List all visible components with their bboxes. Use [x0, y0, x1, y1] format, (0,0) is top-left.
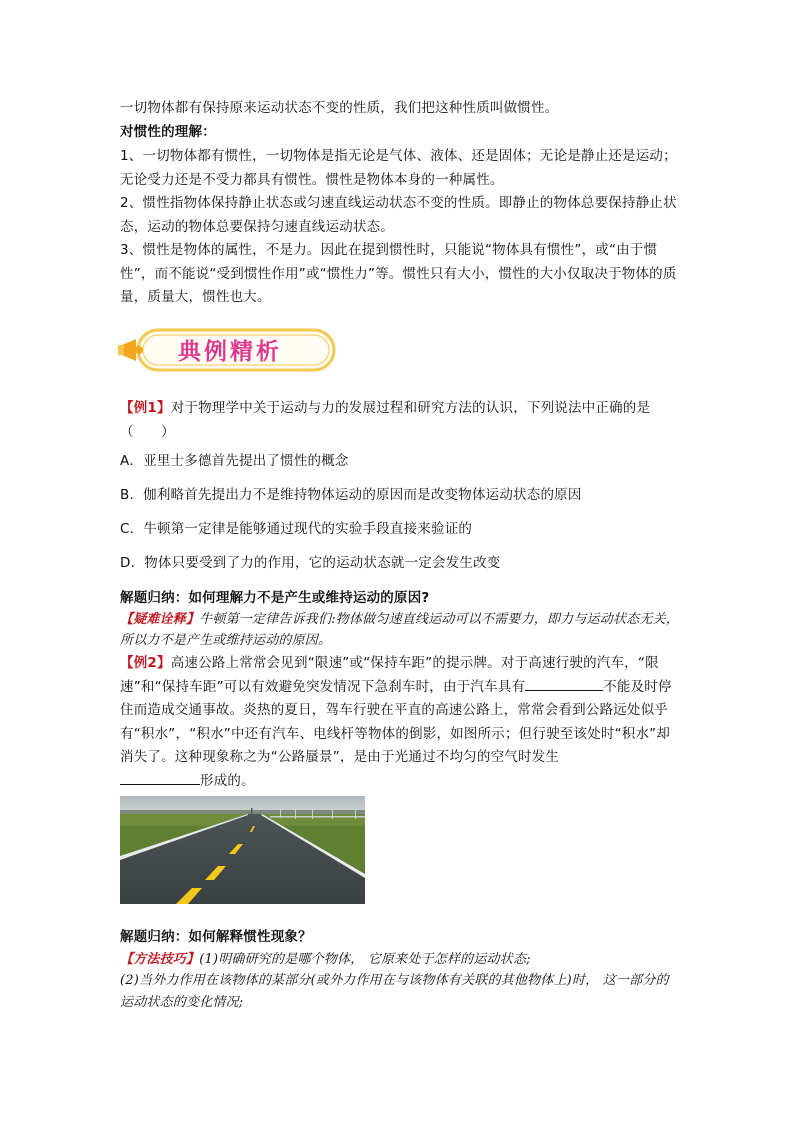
inertia-definition: 一切物体都有保持原来运动状态不变的性质，我们把这种性质叫做惯性。 — [120, 100, 559, 116]
understanding-title: 对惯性的理解： — [120, 124, 216, 140]
option-b: B．伽利略首先提出力不是维持物体运动的原因而是改变物体运动状态的原因 — [120, 487, 582, 503]
example-1-question — [120, 397, 680, 444]
option-d: D．物体只要受到了力的作用，它的运动状态就一定会发生改变 — [120, 555, 501, 571]
summary-1-body — [120, 609, 680, 651]
summary-1-text: 牛顿第一定律告诉我们:物体做匀速直线运动可以不需要力，即力与运动状态无关，所以力不是产生或维持运动的原因。 — [120, 612, 679, 648]
summary-1-tag: 【疑难诠释】 — [120, 612, 200, 627]
summary-2-item-2: (2)当外力作用在该物体的某部分(或外力作用在与该物体有关联的其他物体上)时， 这一部分的运动状态的变化情况; — [120, 973, 669, 1010]
summary-1-title: 解题归纳：如何理解力不是产生或维持运动的原因? — [120, 590, 430, 606]
summary-2-item-1-text: (1)明确研究的是哪个物体， 它原来处于怎样的运动状态; — [199, 952, 531, 967]
example-2-text-a: 高速公路上常常会见到“限速”或“保持车距”的提示牌。对于高速行驶的汽车，“限速”和“保持车距”可以有效避免突发情况下急刹车时，由于汽车具有 — [120, 655, 659, 695]
option-c: C．牛顿第一定律是能够通过现代的实验手段直接来验证的 — [120, 521, 473, 537]
answer-blank-1[interactable] — [525, 676, 603, 691]
summary-2-tag: 【方法技巧】 — [120, 952, 200, 967]
example-2-text-b: 不能及时停住而造成交通事故。炎热的夏日，驾车行驶在平直的高速公路上，常常会看到公路远处似乎有“积水”，“积水”中还有汽车、电线杆等物体的倒影，如图所示；但行驶至该处时“积水”却消失了。这种现象称之为“公路蜃景”，是由于光通过不均匀的空气时发生 — [120, 678, 672, 765]
example-2-tag: 【例2】 — [120, 655, 171, 671]
point-3: 3、惯性是物体的属性，不是力。因此在提到惯性时，只能说“物体具有惯性”，或“由于惯性”，而不能说“受到惯性作用”或“惯性力”等。惯性只有大小，惯性的大小仅取决于物体的质量，质量大，惯性也大。 — [120, 242, 677, 305]
example-2 — [120, 652, 680, 793]
point-2: 2、惯性指物体保持静止状态或匀速直线运动状态不变的性质。即静止的物体总要保持静止状态，运动的物体总要保持匀速直线运动状态。 — [120, 195, 677, 235]
example-1-tag: 【例1】 — [120, 400, 171, 416]
banner-title: 典例精析 — [178, 338, 282, 365]
option-a: A．亚里士多德首先提出了惯性的概念 — [120, 453, 349, 469]
section-banner — [116, 326, 338, 374]
summary-2-title: 解题归纳：如何解释惯性现象？ — [120, 929, 312, 945]
example-2-text-c: 形成的。 — [200, 772, 255, 789]
highway-photo — [120, 796, 365, 904]
example-1-text: 对于物理学中关于运动与力的发展过程和研究方法的认识，下列说法中正确的是（ ） — [120, 400, 651, 440]
point-1: 1、一切物体都有惯性，一切物体是指无论是气体、液体、还是固体；无论是静止还是运动；无论受力还是不受力都具有惯性。惯性是物体本身的一种属性。 — [120, 148, 677, 188]
summary-2-item-1 — [120, 948, 680, 971]
answer-blank-2[interactable] — [120, 770, 200, 785]
